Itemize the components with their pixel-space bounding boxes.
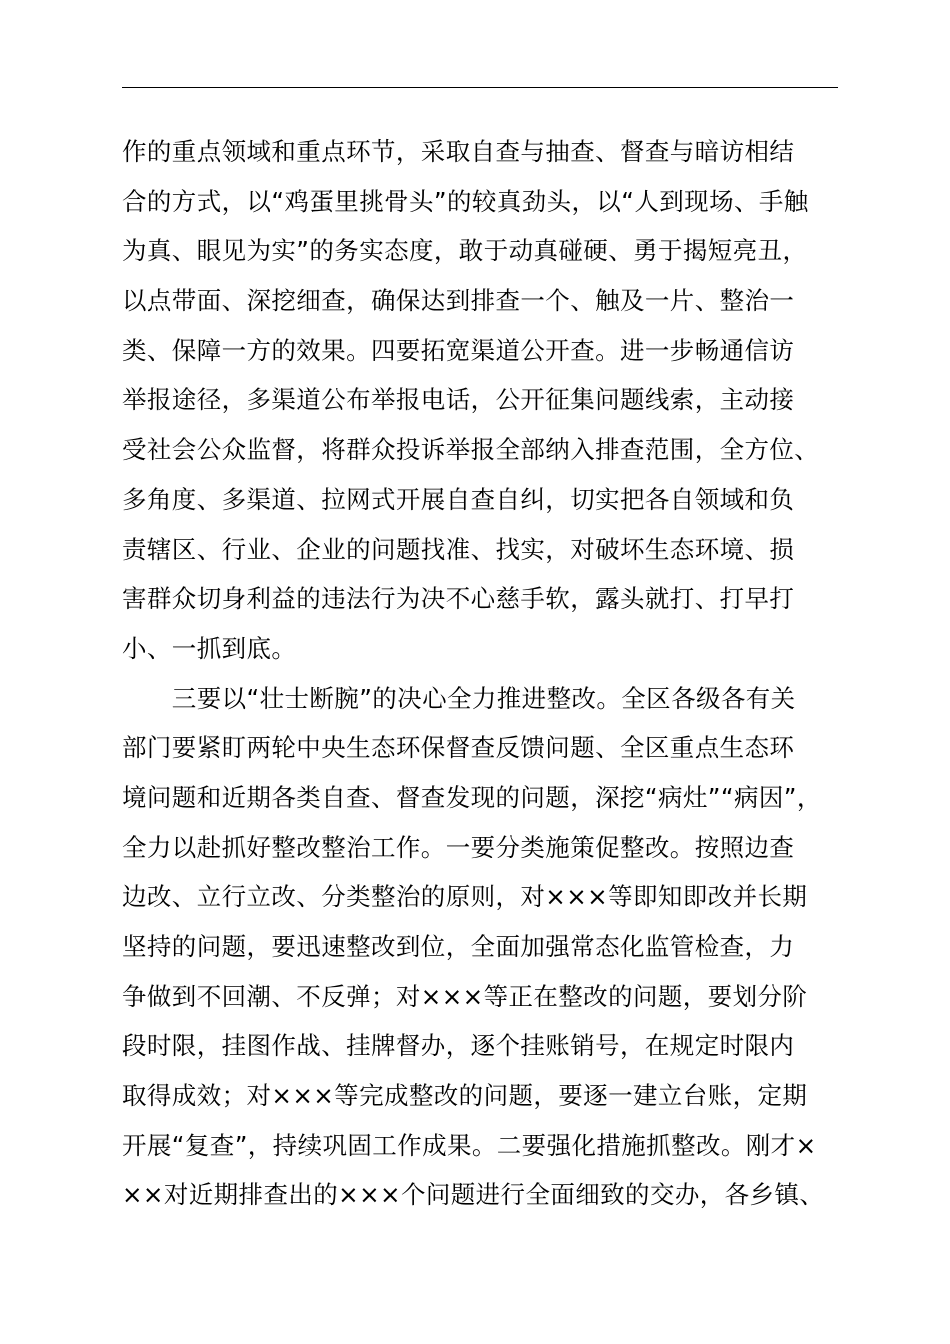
text-line: 境问题和近期各类自查、督查发现的问题，深挖“病灶”“病因”， — [122, 782, 822, 812]
text-line: 受社会公众监督，将群众投诉举报全部纳入排查范围，全方位、 — [122, 435, 820, 465]
text-line: 举报途径，多渠道公布举报电话，公开征集问题线索，主动接 — [122, 385, 795, 415]
text-line: 取得成效；对×××等完成整改的问题，要逐一建立台账，定期 — [122, 1081, 808, 1111]
text-line: 部门要紧盯两轮中央生态环保督查反馈问题、全区重点生态环 — [122, 733, 795, 763]
text-line: 全力以赴抓好整改整治工作。一要分类施策促整改。按照边查 — [122, 832, 795, 862]
text-line: 多角度、多渠道、拉网式开展自查自纠，切实把各自领域和负 — [122, 484, 795, 514]
text-line: 为真、眼见为实”的务实态度，敢于动真碰硬、勇于揭短亮丑， — [122, 236, 808, 266]
text-line: 害群众切身利益的违法行为决不心慈手软，露头就打、打早打 — [122, 584, 795, 614]
text-line: 小、一抓到底。 — [122, 633, 297, 663]
text-line: 作的重点领域和重点环节，采取自查与抽查、督查与暗访相结 — [122, 137, 795, 166]
text-line: 坚持的问题，要迅速整改到位，全面加强常态化监管检查，力 — [122, 932, 795, 961]
paragraph-start-line: 三要以“壮士断腕”的决心全力推进整改。全区各级各有关 — [122, 683, 796, 713]
text-line: 类、保障一方的效果。四要拓宽渠道公开查。进一步畅通信访 — [122, 335, 795, 365]
text-line: ××对近期排查出的×××个问题进行全面细致的交办，各乡镇、 — [122, 1180, 825, 1210]
text-line: 争做到不回潮、不反弹；对×××等正在整改的问题，要划分阶 — [122, 981, 808, 1011]
text-line: 边改、立行立改、分类整治的原则，对×××等即知即改并长期 — [122, 882, 808, 912]
text-line: 开展“复查”，持续巩固工作成果。二要强化措施抓整改。刚才× — [122, 1130, 817, 1160]
document-body — [122, 127, 862, 1220]
text-line: 合的方式，以“鸡蛋里挑骨头”的较真劲头，以“人到现场、手触 — [122, 186, 809, 216]
text-line: 以点带面、深挖细查，确保达到排查一个、触及一片、整治一 — [122, 286, 795, 316]
text-line: 责辖区、行业、企业的问题找准、找实，对破坏生态环境、损 — [122, 534, 795, 564]
header-rule — [122, 87, 838, 88]
text-line: 段时限，挂图作战、挂牌督办，逐个挂账销号，在规定时限内 — [122, 1031, 795, 1061]
